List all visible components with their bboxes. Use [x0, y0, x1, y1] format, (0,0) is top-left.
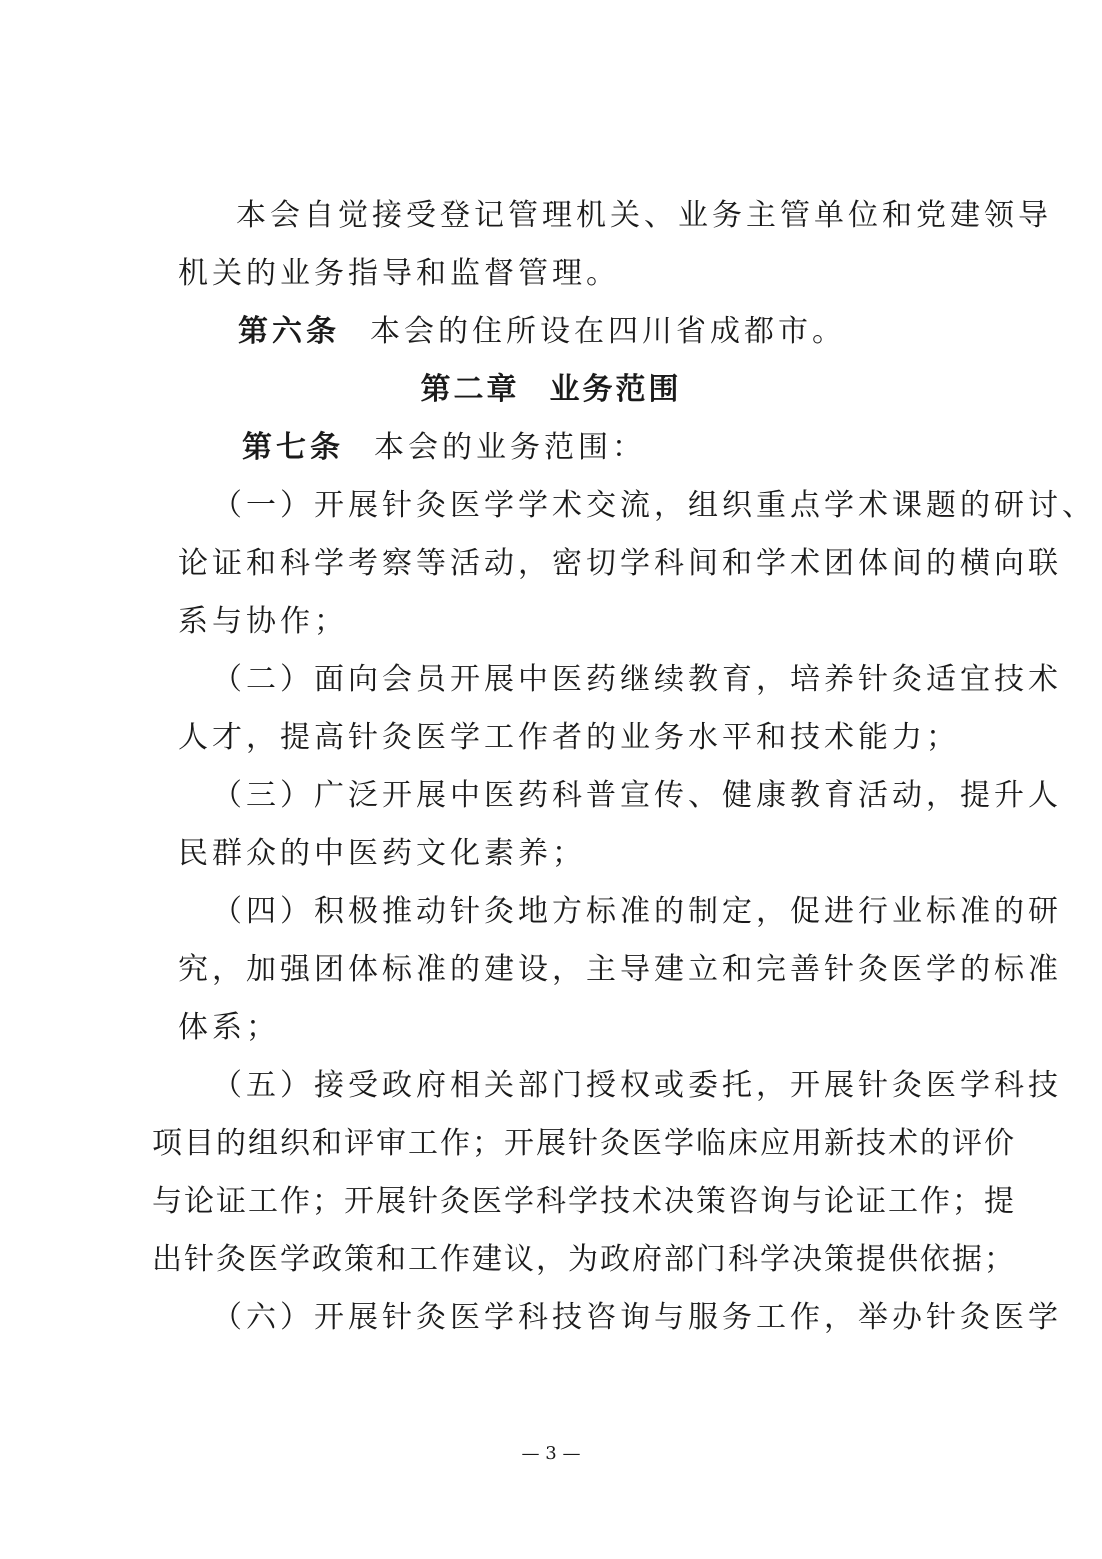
item-2-line-1: （二）面向会员开展中医药继续教育，培养针灸适宜技术: [212, 662, 1062, 697]
article-text: 本会的业务范围：: [374, 430, 646, 465]
chapter-heading: [0, 370, 1102, 410]
item-4-line-2: 究，加强团体标准的建设，主导建立和完善针灸医学的标准: [178, 952, 1062, 987]
paragraph-line: 机关的业务指导和监督管理。: [178, 256, 620, 291]
chapter-number: 第二章: [420, 372, 520, 407]
article-6: [238, 312, 846, 352]
item-3-line-1: （三）广泛开展中医药科普宣传、健康教育活动，提升人: [212, 778, 1062, 813]
item-1-line-2: 论证和科学考察等活动，密切学科间和学术团体间的横向联: [178, 546, 1062, 581]
item-3-line-2: 民群众的中医药文化素养；: [178, 836, 586, 871]
article-text: 本会的住所设在四川省成都市。: [370, 314, 846, 349]
item-4-line-3: 体系；: [178, 1010, 280, 1045]
item-2-line-2: 人才，提高针灸医学工作者的业务水平和技术能力；: [178, 720, 960, 755]
item-5-line-4: 出针灸医学政策和工作建议，为政府部门科学决策提供依据；: [152, 1242, 1016, 1277]
item-1-line-1: （一）开展针灸医学学术交流，组织重点学术课题的研讨、: [212, 488, 1096, 523]
item-4-line-1: （四）积极推动针灸地方标准的制定，促进行业标准的研: [212, 894, 1062, 929]
paragraph-line: 本会自觉接受登记管理机关、业务主管单位和党建领导: [236, 198, 1052, 233]
item-1-line-3: 系与协作；: [178, 604, 348, 639]
article-7: [242, 428, 646, 468]
article-label: 第六条: [238, 314, 340, 349]
item-6-line-1: （六）开展针灸医学科技咨询与服务工作，举办针灸医学: [212, 1300, 1062, 1335]
page-number: — 3 —: [521, 1443, 581, 1464]
item-5-line-1: （五）接受政府相关部门授权或委托，开展针灸医学科技: [212, 1068, 1062, 1103]
article-label: 第七条: [242, 430, 344, 465]
item-5-line-2: 项目的组织和评审工作；开展针灸医学临床应用新技术的评价: [152, 1126, 1016, 1161]
item-5-line-3: 与论证工作；开展针灸医学科学技术决策咨询与论证工作；提: [152, 1184, 1016, 1219]
chapter-title: 业务范围: [549, 372, 682, 407]
